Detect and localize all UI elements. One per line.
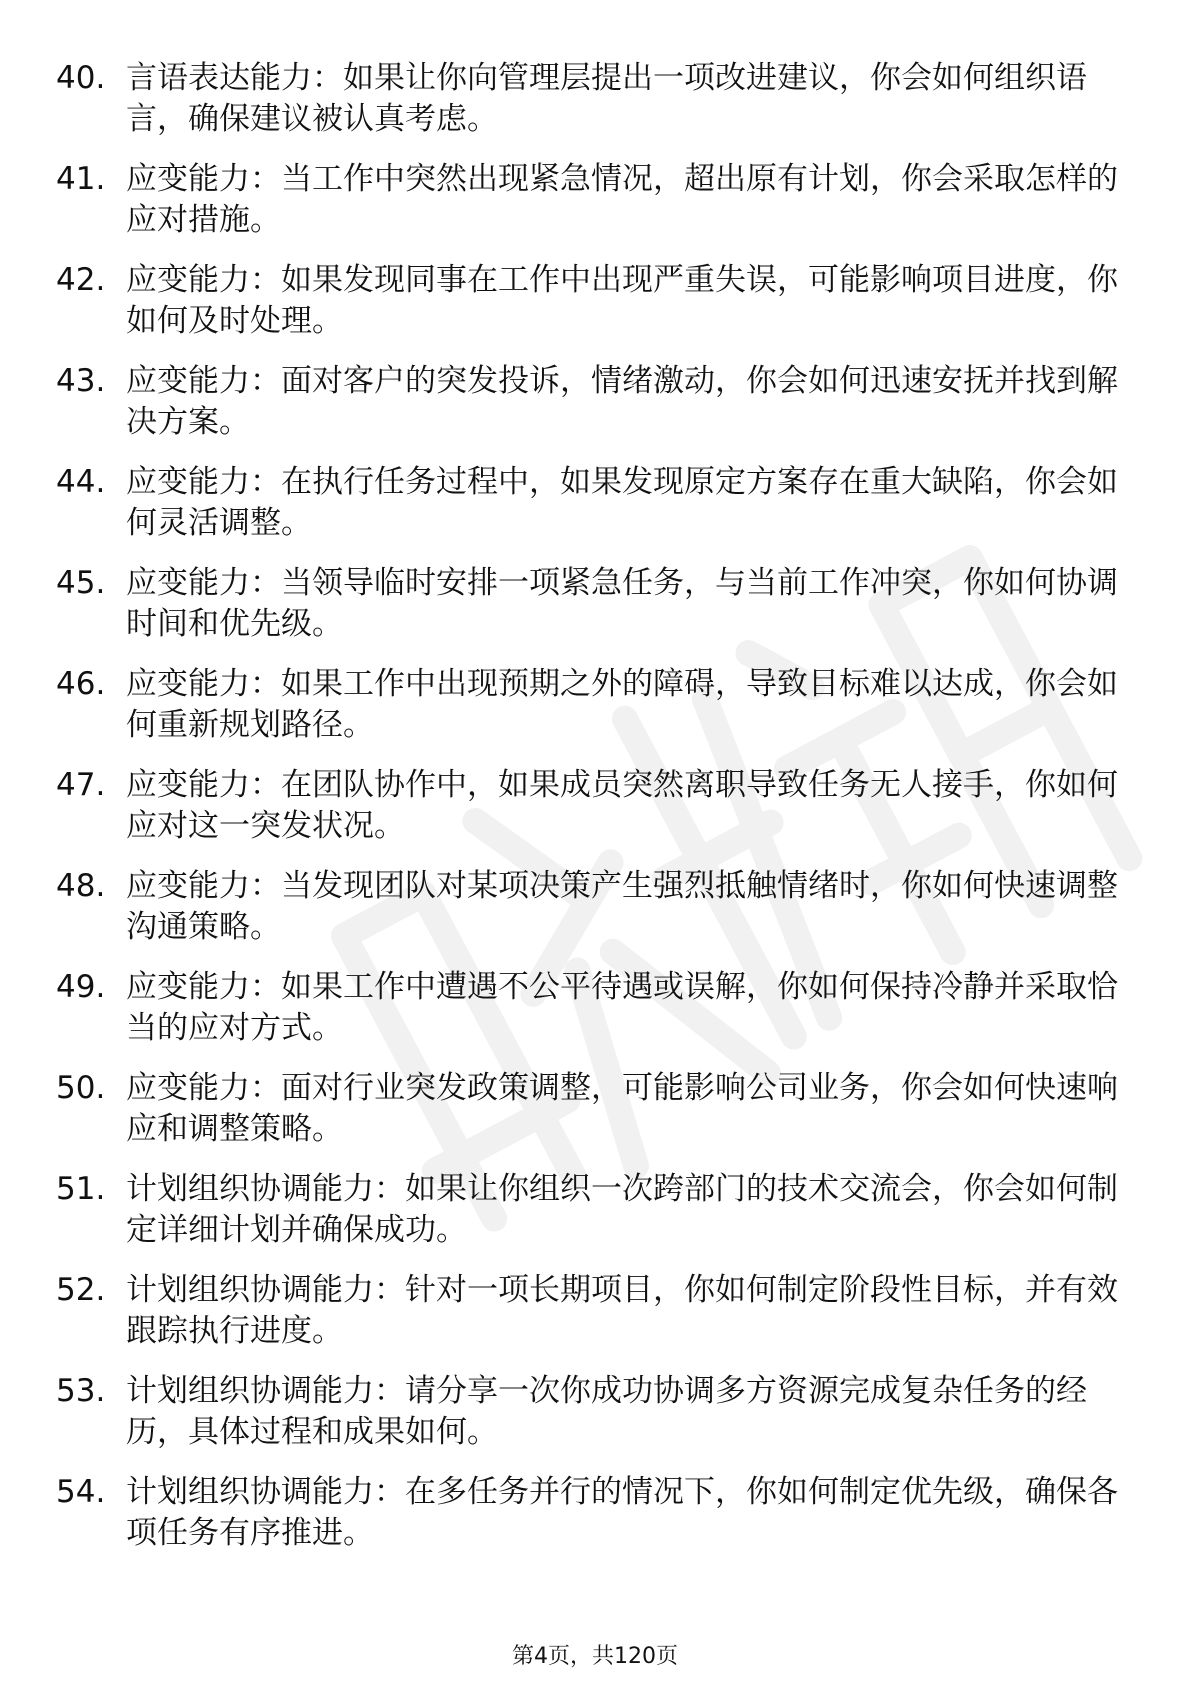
list-item: [56, 664, 1136, 746]
item-number: 53.: [56, 1373, 106, 1409]
item-text: 应变能力：当工作中突然出现紧急情况，超出原有计划，你会采取怎样的应对措施。: [126, 161, 1118, 238]
list-item: [56, 967, 1136, 1049]
item-text: 应变能力：如果工作中出现预期之外的障碍，导致目标难以达成，你会如何重新规划路径。: [126, 666, 1118, 743]
list-item: [56, 1169, 1136, 1251]
list-item: [56, 765, 1136, 847]
list-item: [56, 260, 1136, 342]
item-text: 应变能力：面对行业突发政策调整，可能影响公司业务，你会如何快速响应和调整策略。: [126, 1070, 1118, 1147]
list-item: [56, 361, 1136, 443]
item-text: 言语表达能力：如果让你向管理层提出一项改进建议，你会如何组织语言，确保建议被认真考虑。: [126, 60, 1087, 137]
item-number: 51.: [56, 1171, 106, 1207]
item-number: 42.: [56, 262, 106, 298]
item-number: 50.: [56, 1070, 106, 1106]
item-number: 43.: [56, 363, 106, 399]
item-text: 计划组织协调能力：在多任务并行的情况下，你如何制定优先级，确保各项任务有序推进。: [126, 1474, 1118, 1551]
list-item: [56, 1270, 1136, 1352]
item-text: 应变能力：如果发现同事在工作中出现严重失误，可能影响项目进度，你如何及时处理。: [126, 262, 1118, 339]
item-text: 应变能力：面对客户的突发投诉，情绪激动，你会如何迅速安抚并找到解决方案。: [126, 363, 1118, 440]
item-text: 应变能力：当发现团队对某项决策产生强烈抵触情绪时，你如何快速调整沟通策略。: [126, 868, 1118, 945]
item-number: 40.: [56, 60, 106, 96]
item-text: 应变能力：在团队协作中，如果成员突然离职导致任务无人接手，你如何应对这一突发状况。: [126, 767, 1118, 844]
page-footer: 第4页，共120页: [512, 1644, 678, 1669]
list-item: [56, 866, 1136, 948]
item-number: 41.: [56, 161, 106, 197]
list-item: [56, 563, 1136, 645]
item-number: 46.: [56, 666, 106, 702]
item-number: 44.: [56, 464, 106, 500]
item-text: 应变能力：在执行任务过程中，如果发现原定方案存在重大缺陷，你会如何灵活调整。: [126, 464, 1118, 541]
item-text: 计划组织协调能力：请分享一次你成功协调多方资源完成复杂任务的经历，具体过程和成果如何。: [126, 1373, 1087, 1450]
item-text: 计划组织协调能力：针对一项长期项目，你如何制定阶段性目标，并有效跟踪执行进度。: [126, 1272, 1118, 1349]
item-number: 48.: [56, 868, 106, 904]
item-number: 45.: [56, 565, 106, 601]
question-list: [56, 58, 1136, 1573]
list-item: [56, 1371, 1136, 1453]
item-text: 计划组织协调能力：如果让你组织一次跨部门的技术交流会，你会如何制定详细计划并确保成功。: [126, 1171, 1118, 1248]
item-number: 52.: [56, 1272, 106, 1308]
item-text: 应变能力：如果工作中遭遇不公平待遇或误解，你如何保持冷静并采取恰当的应对方式。: [126, 969, 1118, 1046]
item-number: 54.: [56, 1474, 106, 1510]
item-number: 49.: [56, 969, 106, 1005]
item-number: 47.: [56, 767, 106, 803]
list-item: [56, 1472, 1136, 1554]
list-item: [56, 159, 1136, 241]
list-item: [56, 1068, 1136, 1150]
list-item: [56, 58, 1136, 140]
list-item: [56, 462, 1136, 544]
item-text: 应变能力：当领导临时安排一项紧急任务，与当前工作冲突，你如何协调时间和优先级。: [126, 565, 1118, 642]
